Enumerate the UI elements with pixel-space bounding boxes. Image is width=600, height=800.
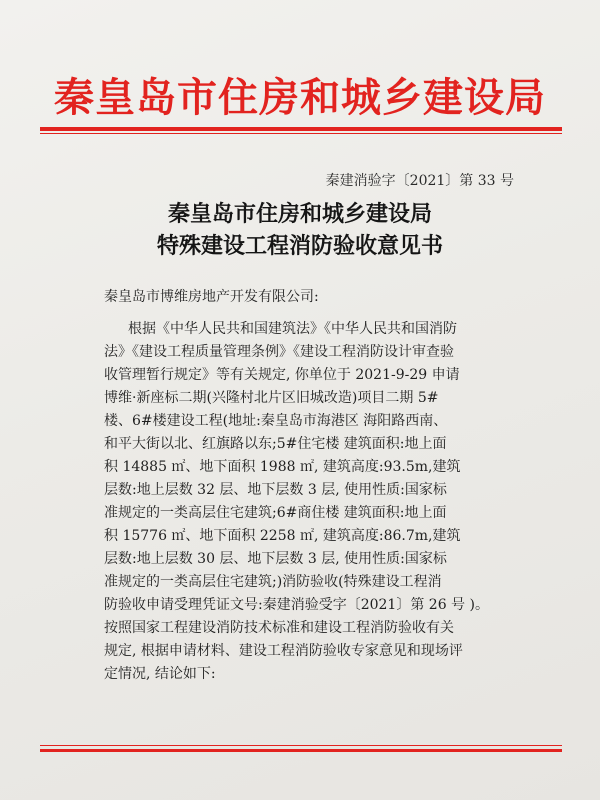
body-line: 博维·新座标二期(兴隆村北片区旧城改造)项目二期 5# xyxy=(104,390,439,406)
body-line: 和平大街以北、红旗路以东;5#住宅楼 建筑面积:地上面 xyxy=(104,436,447,452)
letterhead-rule-thick xyxy=(40,127,562,131)
recipient-line: 秦皇岛市博维房地产开发有限公司: xyxy=(104,289,319,305)
footer-rule-thick xyxy=(40,749,562,752)
document-number: 秦建消验字〔2021〕第 33 号 xyxy=(325,173,514,189)
body-line: 防验收申请受理凭证文号:秦建消验受字〔2021〕第 26 号 )。 xyxy=(104,597,489,613)
body-line: 准规定的一类高层住宅建筑;6#商住楼 建筑面积:地上面 xyxy=(104,505,447,521)
footer-rule-thin xyxy=(40,745,562,746)
body-line: 积 14885 ㎡、地下面积 1988 ㎡, 建筑高度:93.5m,建筑 xyxy=(104,459,461,475)
body-line: 层数:地上层数 32 层、地下层数 3 层, 使用性质:国家标 xyxy=(104,482,447,498)
document-title-subject: 特殊建设工程消防验收意见书 xyxy=(156,233,443,259)
letterhead-rule-thin xyxy=(40,133,562,134)
body-line: 根据《中华人民共和国建筑法》《中华人民共和国消防 xyxy=(128,321,457,337)
letterhead-agency-name: 秦皇岛市住房和城乡建设局 xyxy=(54,74,546,121)
body-line: 定情况, 结论如下: xyxy=(104,666,216,682)
body-line: 按照国家工程建设消防技术标准和建设工程消防验收有关 xyxy=(104,620,454,636)
body-line: 积 15776 ㎡、地下面积 2258 ㎡, 建筑高度:86.7m,建筑 xyxy=(104,528,461,544)
body-line: 法》《建设工程质量管理条例》《建设工程消防设计审查验 xyxy=(104,344,454,360)
document-body xyxy=(104,318,524,686)
body-line: 准规定的一类高层住宅建筑;)消防验收(特殊建设工程消 xyxy=(104,574,442,590)
body-line: 楼、6#楼建设工程(地址:秦皇岛市海港区 海阳路西南、 xyxy=(104,413,448,429)
document-title-issuer: 秦皇岛市住房和城乡建设局 xyxy=(167,201,432,227)
body-line: 收管理暂行规定》等有关规定, 你单位于 2021-9-29 申请 xyxy=(104,367,460,383)
body-line: 层数:地上层数 30 层、地下层数 3 层, 使用性质:国家标 xyxy=(104,551,447,567)
body-line: 规定, 根据申请材料、建设工程消防验收专家意见和现场评 xyxy=(104,643,463,659)
